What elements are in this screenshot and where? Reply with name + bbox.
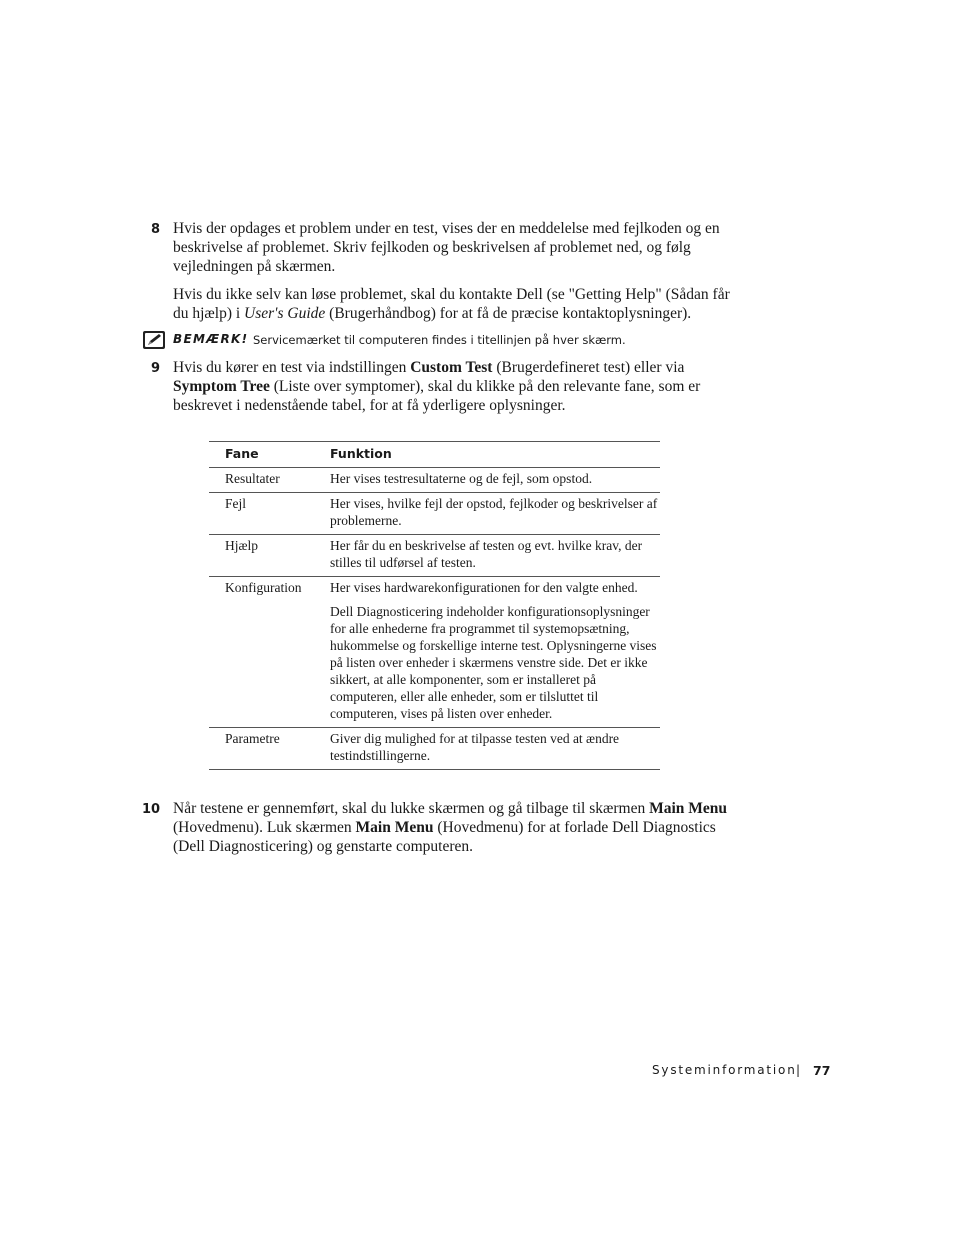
function-text: Her vises hardwarekonfigurationen for den valgte enhed. <box>330 580 638 595</box>
step-text-part: (Brugerdefineret test) eller via <box>492 359 685 376</box>
page-footer <box>652 1063 832 1079</box>
tab-function <box>330 493 660 534</box>
step-text-part: (Hovedmenu). Luk skærmen <box>173 819 356 836</box>
main-menu-label: Main Menu <box>355 819 434 836</box>
step-text <box>173 799 733 856</box>
table-header <box>209 441 660 468</box>
table-row <box>209 468 660 493</box>
note-text: Servicemærket til computeren findes i titellinjen på hver skærm. <box>253 333 626 347</box>
tab-name: Fejl <box>225 496 247 511</box>
tab-function <box>330 468 660 492</box>
tab-function-table <box>209 441 660 770</box>
custom-test-label: Custom Test <box>410 359 493 376</box>
column-header-funktion: Funktion <box>330 446 392 461</box>
pencil-note-icon <box>143 331 165 349</box>
column-header-fane: Fane <box>225 446 259 461</box>
tab-function <box>330 577 660 727</box>
step-text-part: Hvis du kører en test via indstillingen <box>173 359 411 376</box>
tab-name: Konfiguration <box>225 580 302 595</box>
function-text: Giver dig mulighed for at tilpasse testen ved at ændre testindstillingerne. <box>330 731 620 763</box>
users-guide-title: User's Guide <box>244 305 326 322</box>
note-box <box>143 331 743 351</box>
table-row <box>209 535 660 577</box>
tab-name: Parametre <box>225 731 280 746</box>
table-row <box>209 577 660 728</box>
table-row <box>209 728 660 770</box>
page-number: 77 <box>813 1063 831 1078</box>
footer-separator: | <box>796 1063 801 1077</box>
step-text-part: Når testene er gennemført, skal du lukke skærmen og gå tilbage til skærmen <box>173 800 650 817</box>
step-number: 9 <box>150 361 160 376</box>
step-text-extra-post: (Brugerhåndbog) for at få de præcise kontaktoplysninger). <box>325 305 692 322</box>
step-text-part: (Liste over symptomer), skal du klikke på den relevante fane, som er beskrevet i nedenstående tabel, for at få yderligere oplysninger. <box>173 378 701 414</box>
step-text <box>173 358 733 415</box>
function-text: Her vises, hvilke fejl der opstod, fejlkoder og beskrivelser af problemerne. <box>330 496 658 528</box>
step-text-part: (Hovedmenu) for at forlade Dell Diagnostics (Dell Diagnosticering) og genstarte computeren. <box>173 819 716 855</box>
table-row <box>209 493 660 535</box>
main-menu-label: Main Menu <box>649 800 728 817</box>
tab-function <box>330 728 660 769</box>
tab-name: Resultater <box>225 471 280 486</box>
step-text-extra-pre: Hvis du ikke selv kan løse problemet, skal du kontakte Dell (se "Getting Help" (Sådan får du hjælp) i <box>173 286 730 322</box>
tab-name: Hjælp <box>225 538 259 553</box>
section-title: Systeminformation <box>652 1063 797 1077</box>
note-label: BEMÆRK! <box>173 332 249 346</box>
step-number: 8 <box>150 222 160 237</box>
step-text: Hvis der opdages et problem under en test, vises der en meddelelse med fejlkoden og en beskrivelse af problemet. Skriv fejlkoden og beskrivelsen af problemet ned, og følg vejledningen på skærmen. <box>173 220 720 275</box>
function-text: Her vises testresultaterne og de fejl, som opstod. <box>330 471 593 486</box>
step-number: 10 <box>142 802 161 817</box>
symptom-tree-label: Symptom Tree <box>173 378 270 395</box>
step-text-extra <box>173 285 733 323</box>
tab-function <box>330 535 660 576</box>
function-text: Her får du en beskrivelse af testen og evt. hvilke krav, der stilles til udførsel af testen. <box>330 538 643 570</box>
function-text: Dell Diagnosticering indeholder konfigurationsoplysninger for alle enhederne fra programmet til systemopsætning, hukommelse og forskellige interne test. Oplysningerne vises på listen over enheder i skærmens venstre side. Det er ikke sikkert, at alle komponenter, som er installeret på computeren, eller alle enheder, som er tilsluttet til computeren, vises på listen over enheder. <box>330 604 657 721</box>
